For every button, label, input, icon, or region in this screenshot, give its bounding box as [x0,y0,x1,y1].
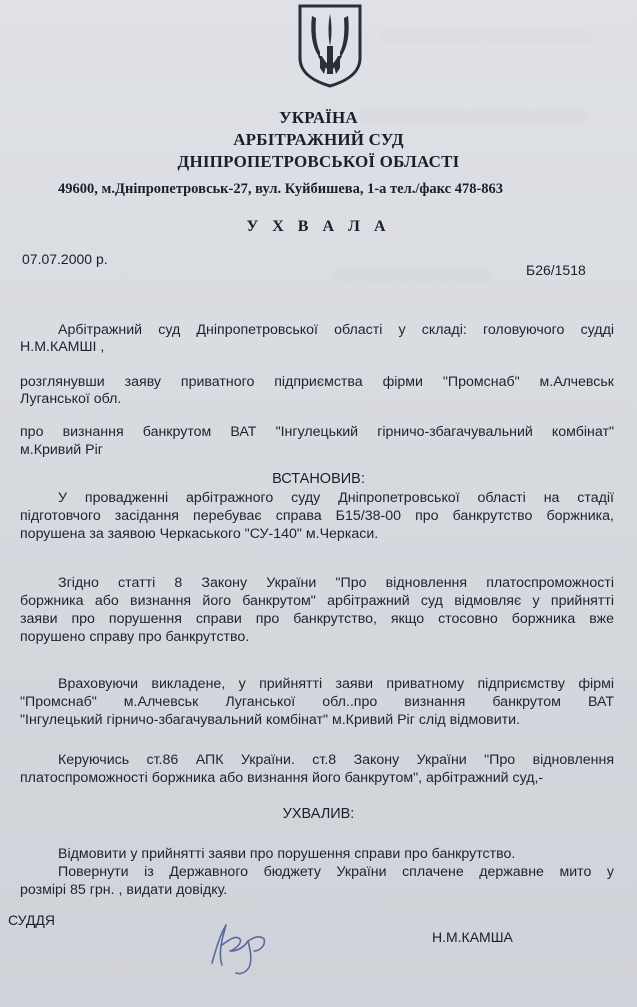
consideration-line: розглянувши заяву приватного підприємства фірми "Промснаб" м.Алчевськ [20,374,614,390]
case-number: Б26/1518 [526,262,586,278]
paragraph-line: порушена за заявою Черкаського "СУ-140" м.Черкаси. [20,526,379,542]
paragraph-line: Враховуючи викладене, у прийнятті заяви приватному підприємству фірмі [58,676,614,692]
paragraph-line: підготовчого засідання перебуває справа Б15/38-00 про банкрутство боржника, [20,508,614,524]
handwritten-signature-icon [200,905,280,985]
document-date: 07.07.2000 р. [22,251,108,267]
intro-line: Н.М.КАМШІ , [20,339,105,355]
paragraph-line: боржника або визнання його банкрутом" арбітражний суд відмовляє у прийнятті [20,593,614,609]
consideration-line: м.Кривий Ріг [20,442,103,458]
resolution-line: Повернути із Державного бюджету України сплачене державне мито у [58,864,614,880]
paragraph-line: "Інгулецький гірничо-збагачувальний комбінат" м.Кривий Ріг слід відмовити. [20,712,521,728]
resolution-line: розмірі 85 грн. , видати довідку. [20,882,228,898]
header-court: АРБІТРАЖНИЙ СУД [233,130,404,149]
signature-role: СУДДЯ [8,912,55,928]
paragraph-line: заяви про порушення справи про банкрутство, якщо стосовно боржника вже [20,611,614,627]
intro-line: Арбітражний суд Дніпропетровської області у складі: головуючого судді [58,322,614,338]
paragraph-line: "Промснаб" м.Алчевськ Луганської обл..про визнання банкрутом ВАТ [20,694,614,710]
consideration-line: Луганської обл. [20,391,122,407]
bleed-through-texture: ▒▒▒▒▒▒▒▒▒▒▒▒▒▒▒▒▒▒▒▒▒▒▒▒▒▒▒ [380,30,591,42]
bleed-through-texture: ▒▒▒▒▒▒▒▒▒▒▒▒▒▒▒▒▒▒▒▒▒ [330,270,494,282]
coat-of-arms-icon [296,2,364,88]
resolved-heading: УХВАЛИВ: [282,806,355,822]
signature-name: Н.М.КАМША [432,929,513,945]
header-address: 49600, м.Дніпропетровськ-27, вул. Куйбишева, 1-а тел./факс 478-863 [58,181,504,197]
resolution-line: Відмовити у прийнятті заяви про порушення справи про банкрутство. [58,846,516,862]
established-heading: ВСТАНОВИВ: [272,471,365,487]
paragraph-line: Згідно статті 8 Закону України "Про відновлення платоспроможності [58,575,614,591]
consideration-line: про визнання банкрутом ВАТ "Інгулецький гірничо-збагачувальний комбінат" [20,424,614,440]
document-title: У Х В А Л А [246,218,391,235]
paragraph-line: Керуючись ст.86 АПК України. ст.8 Закону України "Про відновлення [58,752,614,768]
paragraph-line: платоспроможності боржника або визнання його банкрутом", арбітражний суд,- [20,770,544,786]
bleed-through-texture: ▒▒▒▒▒▒▒▒▒▒▒▒▒▒▒▒▒▒▒▒▒▒▒▒▒▒▒▒▒ [360,110,587,122]
paragraph-line: У провадженні арбітражного суду Дніпропетровської області на стадії [58,490,614,506]
paragraph-line: порушено справу про банкрутство. [20,629,250,645]
header-region: ДНІПРОПЕТРОВСЬКОЇ ОБЛАСТІ [177,152,460,171]
header-country: УКРАЇНА [279,108,358,127]
